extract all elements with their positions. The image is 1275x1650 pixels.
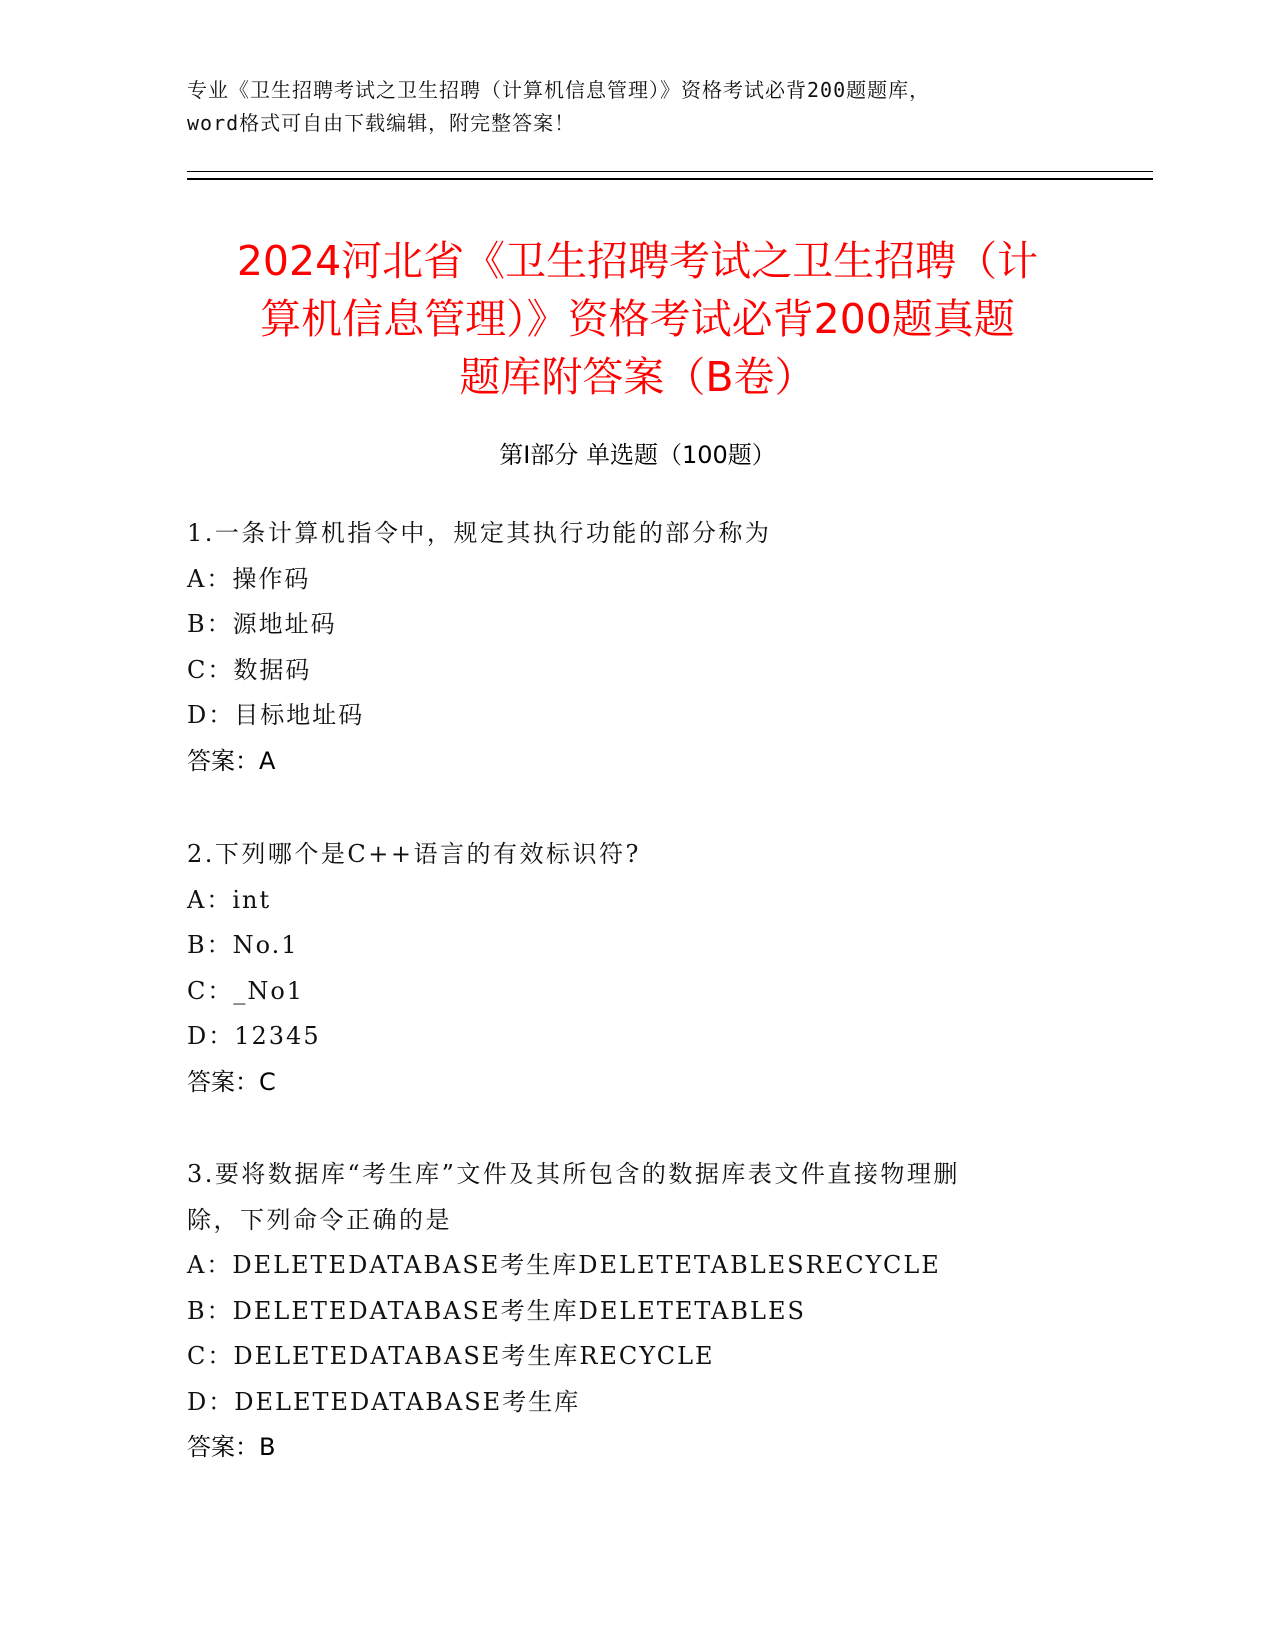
question-2 <box>187 832 1087 1105</box>
section-title: 第Ⅰ部分 单选题（100题） <box>499 441 776 469</box>
question-3 <box>187 1152 1087 1471</box>
header-note-line-2: word格式可自由下载编辑，附完整答案！ <box>187 111 576 135</box>
option-b: B：No.1 <box>187 931 299 959</box>
option-c: C：_No1 <box>187 976 305 1005</box>
header-note-line-1: 专业《卫生招聘考试之卫生招聘（计算机信息管理）》资格考试必背200题题库， <box>187 78 931 102</box>
option-a: A：DELETEDATABASE考生库DELETETABLESRECYCLE <box>187 1251 941 1279</box>
document-title-line-1: 2024河北省《卫生招聘考试之卫生招聘（计 <box>236 237 1039 285</box>
option-d: D：DELETEDATABASE考生库 <box>187 1387 581 1416</box>
answer: 答案：A <box>187 746 276 775</box>
question-1 <box>187 511 1087 784</box>
header-note <box>187 74 1087 140</box>
document-title-line-3: 题库附答案（B卷） <box>459 353 816 401</box>
answer: 答案：B <box>187 1433 276 1461</box>
document-title-line-2: 算机信息管理）》资格考试必背200题真题 <box>260 295 1015 343</box>
option-b: B：DELETEDATABASE考生库DELETETABLES <box>187 1296 806 1325</box>
option-c: C：数据码 <box>187 655 312 684</box>
question-prompt-continued: 除，下列命令正确的是 <box>187 1205 452 1234</box>
option-d: D：12345 <box>187 1022 321 1050</box>
header-divider-thick <box>187 178 1153 180</box>
option-c: C：DELETEDATABASE考生库RECYCLE <box>187 1342 715 1370</box>
option-b: B：源地址码 <box>187 610 337 638</box>
document-title <box>150 232 1125 406</box>
question-prompt: 1.一条计算机指令中，规定其执行功能的部分称为 <box>187 519 772 547</box>
option-a: A：int <box>187 885 272 914</box>
option-a: A：操作码 <box>187 564 311 593</box>
header-divider-thin <box>187 171 1153 172</box>
option-d: D：目标地址码 <box>187 701 365 729</box>
answer: 答案：C <box>187 1067 276 1096</box>
question-prompt: 3.要将数据库“考生库”文件及其所包含的数据库表文件直接物理删 <box>187 1160 960 1188</box>
question-prompt: 2.下列哪个是C++语言的有效标识符? <box>187 840 641 868</box>
